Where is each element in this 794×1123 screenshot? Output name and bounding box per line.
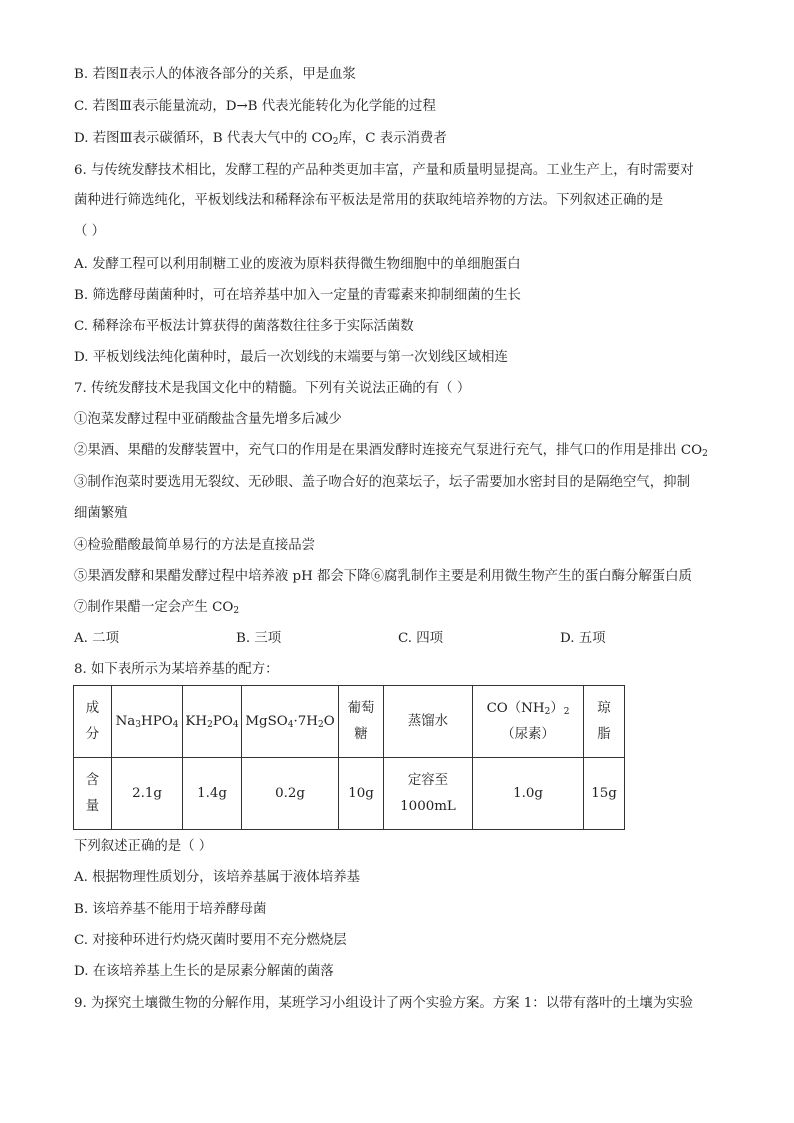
q6-option-d: D. 平板划线法纯化菌种时，最后一次划线的末端要与第一次划线区域相连 (74, 350, 508, 365)
q8-option-d: D. 在该培养基上生长的是尿素分解菌的菌落 (74, 964, 334, 979)
table-cell: 蒸馏水 (384, 686, 473, 758)
q9-stem: 9. 为探究土壤微生物的分解作用，某班学习小组设计了两个实验方案。方案 1：以带有落叶的土壤为实验 (74, 996, 693, 1011)
table-cell: 琼 脂 (584, 686, 625, 758)
q7-statement-3-line-2: 细菌繁殖 (74, 506, 128, 521)
table-cell: 0.2g (242, 758, 339, 830)
table-cell: 1.0g (473, 758, 584, 830)
q7-option-a: A. 二项 (74, 631, 119, 646)
q6-option-b: B. 筛选酵母菌菌种时，可在培养基中加入一定量的青霉素来抑制细菌的生长 (74, 288, 521, 303)
q8-option-c: C. 对接种环进行灼烧灭菌时要用不充分燃烧层 (74, 933, 347, 948)
q7-statement-5-6: ⑤果酒发酵和果醋发酵过程中培养液 pH 都会下降⑥腐乳制作主要是利用微生物产生的蛋白酶分解蛋白质 (74, 569, 692, 584)
q5-option-d: D. 若图Ⅲ表示碳循环，B 代表大气中的 $CO_2$库，C 表示消费者 (74, 131, 447, 147)
table-cell: 1.4g (183, 758, 242, 830)
q7-stem: 7. 传统发酵技术是我国文化中的精髓。下列有关说法正确的有（ ） (74, 381, 471, 396)
q7-statement-2: ②果酒、果醋的发酵装置中，充气口的作用是在果酒发酵时连接充气泵进行充气，排气口的作用是排出 $CO_2$ (74, 443, 708, 459)
table-cell: $CO(NH_2)_2$ （尿素） (473, 686, 584, 758)
q8-stem: 8. 如下表所示为某培养基的配方： (74, 662, 279, 677)
table-cell: 定容至 1000mL (384, 758, 473, 830)
q5-option-c: C. 若图Ⅲ表示能量流动，D→B 代表光能转化为化学能的过程 (74, 99, 436, 114)
q6-option-a: A. 发酵工程可以利用制糖工业的废液为原料获得微生物细胞中的单细胞蛋白 (74, 257, 521, 272)
q7-option-d: D. 五项 (560, 631, 606, 646)
table-cell: 葡萄 糖 (339, 686, 384, 758)
table-header-cell: 含 量 (74, 758, 112, 830)
table-row-amounts (74, 758, 625, 830)
q8-question: 下列叙述正确的是（ ） (74, 839, 213, 854)
table-row-components (74, 686, 625, 758)
table-cell: 15g (584, 758, 625, 830)
medium-recipe-table (73, 685, 625, 830)
table-header-cell: 成 分 (74, 686, 112, 758)
q7-option-c: C. 四项 (398, 631, 444, 646)
q5-option-b: B. 若图Ⅱ表示人的体液各部分的关系，甲是血浆 (74, 67, 356, 82)
table-cell: 2.1g (112, 758, 183, 830)
table-cell: $Na_3HPO_4$ (112, 686, 183, 758)
q8-option-a: A. 根据物理性质划分，该培养基属于液体培养基 (74, 870, 360, 885)
q6-stem-line-2: 菌种进行筛选纯化，平板划线法和稀释涂布平板法是常用的获取纯培养物的方法。下列叙述正确的是 (74, 193, 664, 208)
q7-statement-4: ④检验醋酸最简单易行的方法是直接品尝 (74, 538, 316, 553)
q8-option-b: B. 该培养基不能用于培养酵母菌 (74, 902, 267, 917)
q7-statement-3-line-1: ③制作泡菜时要选用无裂纹、无砂眼、盖子吻合好的泡菜坛子，坛子需要加水密封目的是隔绝空气，抑制 (74, 475, 690, 490)
q6-stem-line-3: （ ） (74, 224, 106, 239)
table-cell: $MgSO_4\cdot 7H_2O$ (242, 686, 339, 758)
table-cell: $KH_2PO_4$ (183, 686, 242, 758)
q6-stem-line-1: 6. 与传统发酵技术相比，发酵工程的产品种类更加丰富，产量和质量明显提高。工业生产上，有时需要对 (74, 163, 694, 178)
q6-option-c: C. 稀释涂布平板法计算获得的菌落数往往多于实际活菌数 (74, 319, 414, 334)
q7-statement-1: ①泡菜发酵过程中亚硝酸盐含量先增多后减少 (74, 412, 342, 427)
table-cell: 10g (339, 758, 384, 830)
q7-option-b: B. 三项 (236, 631, 282, 646)
q7-statement-7: ⑦制作果醋一定会产生 $CO_2$ (74, 600, 240, 616)
